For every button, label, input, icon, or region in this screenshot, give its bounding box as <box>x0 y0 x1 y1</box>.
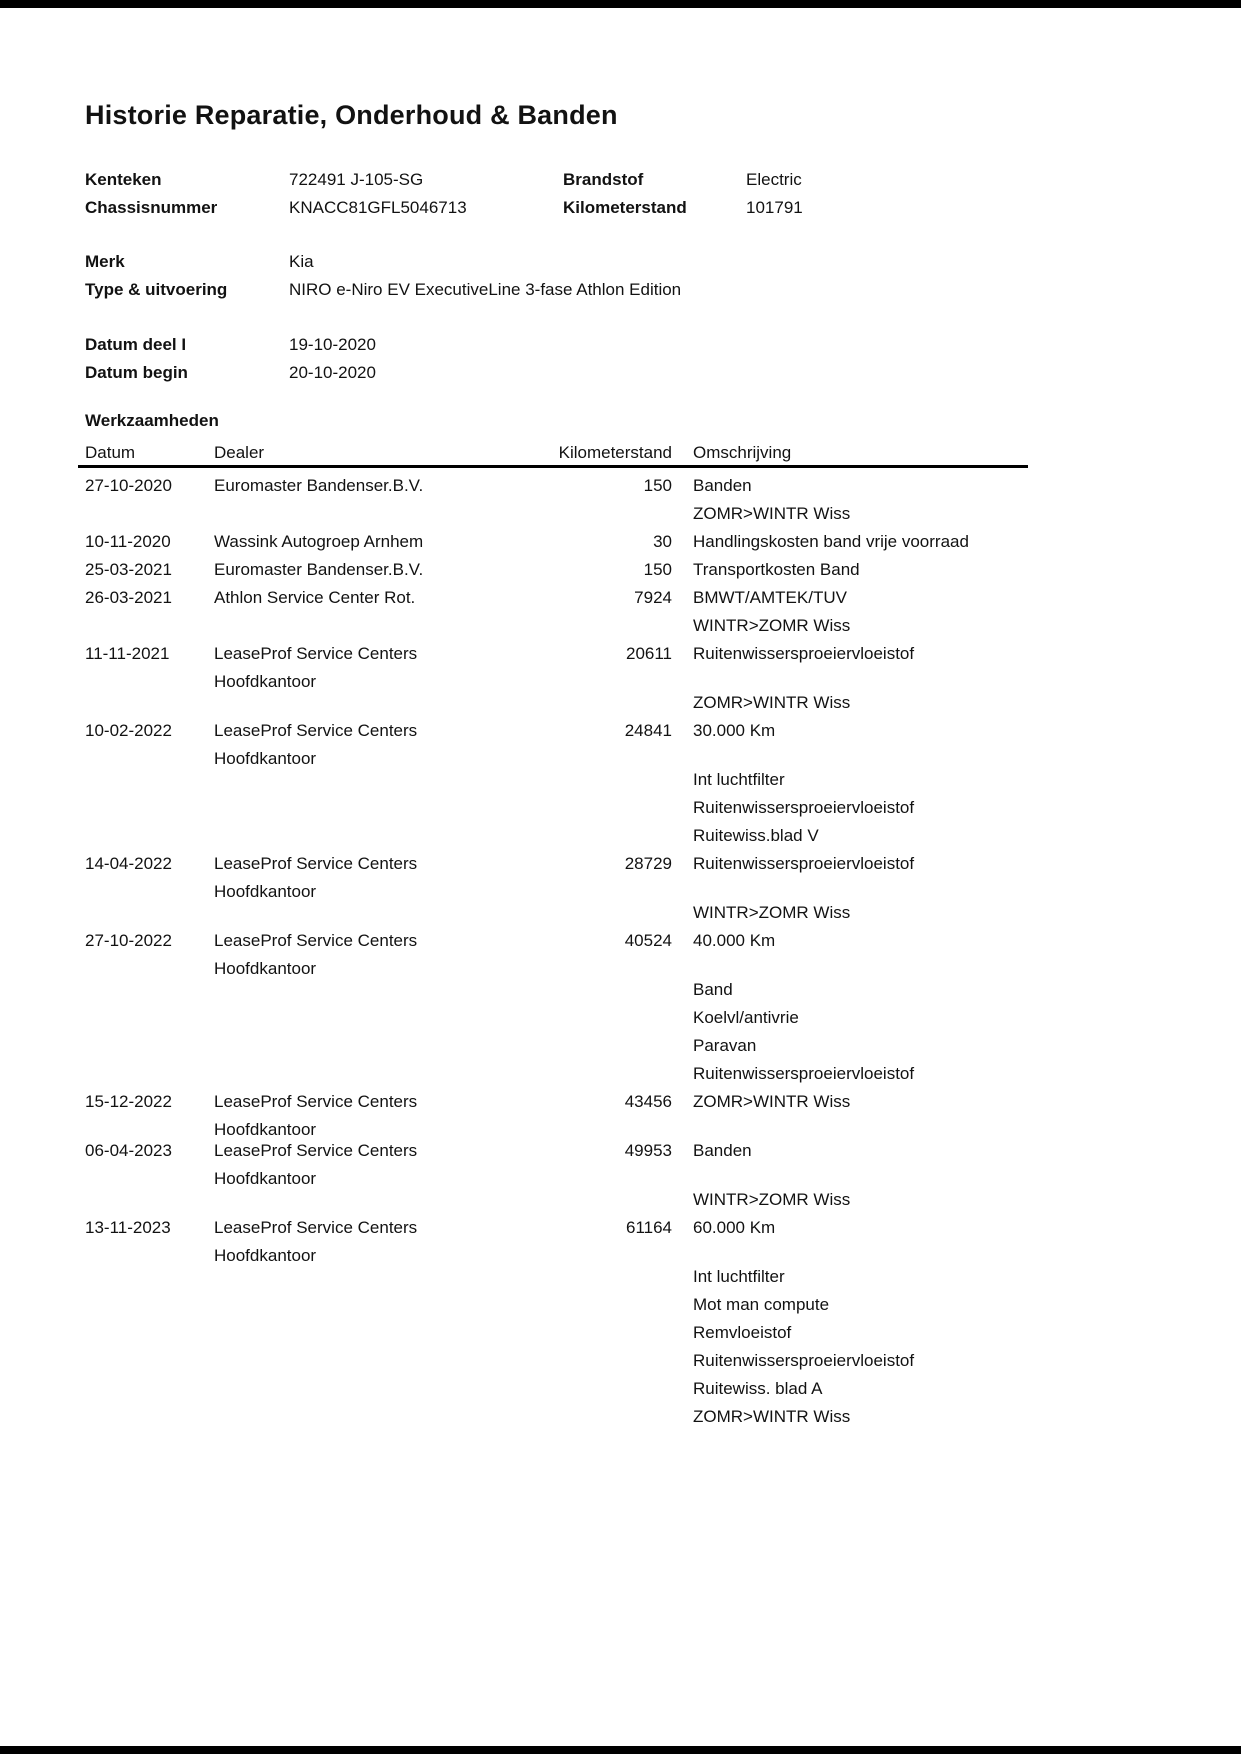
cell-datum: 14-04-2022 <box>85 854 172 873</box>
cell-oms: Ruitenwissersproeiervloeistof <box>693 1351 915 1370</box>
cell-oms: ZOMR>WINTR Wiss <box>693 504 851 523</box>
cell-datum: 06-04-2023 <box>85 1141 172 1160</box>
table-row <box>85 826 1028 854</box>
cell-dealer: Hoofdkantoor <box>214 882 317 901</box>
cell-oms: Ruitewiss.blad V <box>693 826 819 845</box>
column-header-datum: Datum <box>85 443 136 462</box>
field-value-merk: Kia <box>289 252 314 271</box>
cell-km: 30 <box>653 532 672 551</box>
cell-oms: ZOMR>WINTR Wiss <box>693 1407 851 1426</box>
table-row <box>85 980 1028 1008</box>
table-row <box>85 931 1028 959</box>
cell-dealer: LeaseProf Service Centers <box>214 1218 418 1237</box>
field-value-type-uitvoering: NIRO e-Niro EV ExecutiveLine 3-fase Athlon Edition <box>289 280 682 299</box>
cell-datum: 27-10-2020 <box>85 476 172 495</box>
page-title: Historie Reparatie, Onderhoud & Banden <box>85 100 618 130</box>
field-label-type-uitvoering: Type & uitvoering <box>85 280 228 299</box>
table-row <box>85 672 1028 693</box>
cell-oms: Transportkosten Band <box>693 560 860 579</box>
cell-datum: 15-12-2022 <box>85 1092 172 1111</box>
cell-dealer: Euromaster Bandenser.B.V. <box>214 560 424 579</box>
cell-dealer: Hoofdkantoor <box>214 1120 317 1139</box>
table-row <box>85 476 1028 504</box>
cell-dealer: LeaseProf Service Centers <box>214 854 418 873</box>
field-value-datum-deel-1: 19-10-2020 <box>289 335 376 354</box>
column-header-kilometerstand: Kilometerstand <box>558 443 672 462</box>
cell-km: 24841 <box>624 721 672 740</box>
cell-dealer: Euromaster Bandenser.B.V. <box>214 476 424 495</box>
cell-km: 7924 <box>634 588 672 607</box>
table-row <box>85 560 1028 588</box>
cell-dealer: LeaseProf Service Centers <box>214 721 418 740</box>
cell-oms: BMWT/AMTEK/TUV <box>693 588 847 607</box>
cell-datum: 13-11-2023 <box>85 1218 171 1237</box>
table-row <box>85 1008 1028 1036</box>
info-row-datum-deel-1 <box>0 335 1241 357</box>
cell-dealer: Hoofdkantoor <box>214 1246 317 1265</box>
field-label-datum-deel-1: Datum deel I <box>85 335 187 354</box>
info-row-datum-begin <box>0 363 1241 385</box>
cell-km: 150 <box>643 476 672 495</box>
field-label-datum-begin: Datum begin <box>85 363 188 382</box>
cell-oms: Banden <box>693 1141 752 1160</box>
cell-oms: ZOMR>WINTR Wiss <box>693 693 851 712</box>
table-row <box>85 1351 1028 1379</box>
cell-dealer: LeaseProf Service Centers <box>214 931 418 950</box>
field-value-datum-begin: 20-10-2020 <box>289 363 376 382</box>
table-row <box>85 1141 1028 1169</box>
table-header-row <box>0 443 1241 465</box>
cell-km: 43456 <box>624 1092 672 1111</box>
table-row <box>85 616 1028 644</box>
cell-oms: Remvloeistof <box>693 1323 792 1342</box>
table-row <box>85 770 1028 798</box>
table-row <box>85 1218 1028 1246</box>
table-row <box>85 504 1028 532</box>
cell-oms: Ruitenwissersproeiervloeistof <box>693 854 915 873</box>
table-row <box>85 1323 1028 1351</box>
table-row <box>85 1036 1028 1064</box>
table-row <box>85 1092 1028 1120</box>
cell-km: 28729 <box>624 854 672 873</box>
cell-datum: 10-11-2020 <box>85 532 171 551</box>
cell-oms: Mot man compute <box>693 1295 830 1314</box>
cell-oms: Banden <box>693 476 752 495</box>
table-row <box>85 532 1028 560</box>
field-label-merk: Merk <box>85 252 125 271</box>
table-row <box>85 693 1028 721</box>
cell-datum: 25-03-2021 <box>85 560 172 579</box>
cell-km: 20611 <box>625 644 672 663</box>
table-row <box>85 882 1028 903</box>
table-row <box>85 1267 1028 1295</box>
cell-datum: 27-10-2022 <box>85 931 172 950</box>
cell-dealer: Hoofdkantoor <box>214 959 317 978</box>
info-row-kenteken-brandstof <box>0 170 1241 192</box>
info-row-chassis-kilometerstand <box>0 198 1241 220</box>
cell-oms: 60.000 Km <box>693 1218 776 1237</box>
info-row-merk <box>0 252 1241 274</box>
cell-dealer: LeaseProf Service Centers <box>214 1141 418 1160</box>
cell-datum: 26-03-2021 <box>85 588 172 607</box>
cell-oms: WINTR>ZOMR Wiss <box>693 616 851 635</box>
table-header-divider <box>78 465 1028 468</box>
cell-oms: 30.000 Km <box>693 721 776 740</box>
cell-dealer: Hoofdkantoor <box>214 749 317 768</box>
table-row <box>85 903 1028 931</box>
cell-oms: Int luchtfilter <box>693 1267 785 1286</box>
table-row <box>85 1246 1028 1267</box>
cell-oms: Int luchtfilter <box>693 770 785 789</box>
cell-km: 61164 <box>625 1218 672 1237</box>
cell-km: 49953 <box>624 1141 672 1160</box>
cell-dealer: Wassink Autogroep Arnhem <box>214 532 424 551</box>
cell-oms: Koelvl/antivrie <box>693 1008 799 1027</box>
field-label-kilometerstand: Kilometerstand <box>563 198 687 217</box>
field-value-kilometerstand: 101791 <box>746 198 803 217</box>
column-header-dealer: Dealer <box>214 443 265 462</box>
cell-datum: 11-11-2021 <box>85 644 170 663</box>
field-label-chassisnummer: Chassisnummer <box>85 198 218 217</box>
cell-oms: Ruitewiss. blad A <box>693 1379 823 1398</box>
cell-km: 40524 <box>624 931 672 950</box>
column-header-omschrijving: Omschrijving <box>693 443 792 462</box>
table-row <box>85 959 1028 980</box>
table-row <box>85 1169 1028 1190</box>
table-row <box>85 644 1028 672</box>
cell-oms: Handlingskosten band vrije voorraad <box>693 532 969 551</box>
table-row <box>85 1295 1028 1323</box>
table-row <box>85 854 1028 882</box>
table-row <box>85 749 1028 770</box>
cell-oms: WINTR>ZOMR Wiss <box>693 903 851 922</box>
cell-dealer: Hoofdkantoor <box>214 672 317 691</box>
cell-km: 150 <box>643 560 672 579</box>
cell-oms: Paravan <box>693 1036 757 1055</box>
cell-oms: ZOMR>WINTR Wiss <box>693 1092 851 1111</box>
cell-dealer: Hoofdkantoor <box>214 1169 317 1188</box>
cell-oms: Ruitenwissersproeiervloeistof <box>693 644 915 663</box>
cell-oms: Band <box>693 980 733 999</box>
field-value-kenteken: 722491 J-105-SG <box>289 170 424 189</box>
table-row <box>85 1379 1028 1407</box>
cell-datum: 10-02-2022 <box>85 721 172 740</box>
cell-oms: WINTR>ZOMR Wiss <box>693 1190 851 1209</box>
section-heading-werkzaamheden: Werkzaamheden <box>85 411 219 430</box>
info-row-type-uitvoering <box>0 280 1241 302</box>
table-row <box>85 1407 1028 1435</box>
page-bottom-border <box>0 1746 1241 1754</box>
werkzaamheden-table-body <box>85 476 1028 1435</box>
field-value-chassisnummer: KNACC81GFL5046713 <box>289 198 467 217</box>
field-value-brandstof: Electric <box>746 170 802 189</box>
cell-dealer: LeaseProf Service Centers <box>214 1092 418 1111</box>
table-row <box>85 588 1028 616</box>
table-row <box>85 721 1028 749</box>
cell-oms: 40.000 Km <box>693 931 776 950</box>
field-label-brandstof: Brandstof <box>563 170 644 189</box>
cell-oms: Ruitenwissersproeiervloeistof <box>693 1064 915 1083</box>
table-row <box>85 798 1028 826</box>
cell-oms: Ruitenwissersproeiervloeistof <box>693 798 915 817</box>
table-row <box>85 1190 1028 1218</box>
cell-dealer: Athlon Service Center Rot. <box>214 588 416 607</box>
table-row <box>85 1064 1028 1092</box>
page-top-border <box>0 0 1241 8</box>
cell-dealer: LeaseProf Service Centers <box>214 644 418 663</box>
field-label-kenteken: Kenteken <box>85 170 162 189</box>
table-row <box>85 1120 1028 1141</box>
